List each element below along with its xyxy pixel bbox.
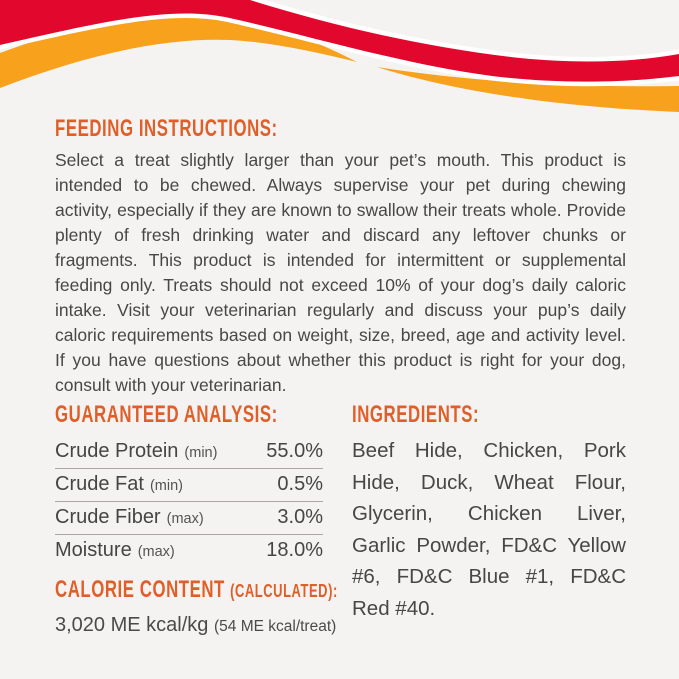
- nutrient-label: Crude Fat: [55, 473, 144, 495]
- calorie-value: 3,020 ME kcal/kg: [55, 614, 209, 636]
- nutrient-value: 3.0%: [277, 506, 323, 528]
- label-content: [55, 116, 626, 637]
- feeding-instructions-heading-text: FEEDING INSTRUCTIONS:: [55, 115, 278, 142]
- nutrient-qualifier: (max): [137, 544, 175, 560]
- ingredients-heading-text: INGREDIENTS:: [352, 401, 480, 428]
- calorie-content-heading: [55, 576, 338, 604]
- ingredients-body: Beef Hide, Chicken, Pork Hide, Duck, Wheat Flour, Glycerin, Chicken Liver, Garlic Powder, FD&C Yellow #6, FD&C Blue #1, FD&C Red #40.: [352, 439, 626, 620]
- nutrient-qualifier: (max): [166, 511, 204, 527]
- ingredients-column: [352, 402, 626, 637]
- calorie-content-title: CALORIE CONTENT: [55, 576, 225, 603]
- feeding-instructions-heading: [55, 116, 626, 142]
- nutrient-value: 18.0%: [266, 539, 323, 561]
- calorie-content-value-line: [55, 614, 337, 637]
- table-row: [55, 535, 323, 567]
- analysis-column: [55, 401, 338, 637]
- calorie-content-heading-text: [55, 577, 338, 604]
- nutrient-label: Crude Protein: [55, 440, 179, 462]
- nutrient-label: Crude Fiber: [55, 506, 161, 528]
- nutrient-label: Moisture: [55, 539, 132, 561]
- table-row: [55, 436, 323, 469]
- nutrient-qualifier: (min): [149, 478, 183, 494]
- feeding-instructions-body: Select a treat slightly larger than your pet’s mouth. This product is intended to be chewed. Always supervise your pet during chewing activity, especially if they are known to swallow their treats whole. Provide plenty of fresh drinking water and discard any leftover chunks or fragments. This product is intended for intermittent or supplemental feeding only. Treats should not exceed 10% of your dog’s daily caloric intake. Visit your veterinarian regularly and discuss your pup’s daily caloric requirements based on weight, size, breed, age and activity level. If you have questions about whether this product is right for your dog, consult with your veterinarian.: [55, 150, 626, 395]
- nutrient-value: 55.0%: [266, 440, 323, 462]
- calorie-per-treat-note: (54 ME kcal/treat): [213, 618, 337, 635]
- lower-columns: [55, 402, 626, 637]
- guaranteed-analysis-heading-text: GUARANTEED ANALYSIS:: [55, 401, 278, 428]
- nutrient-value: 0.5%: [277, 473, 323, 495]
- table-row: [55, 469, 323, 502]
- guaranteed-analysis-heading: [55, 402, 323, 428]
- table-row: [55, 502, 323, 535]
- calorie-content-qualifier: (CALCULATED):: [230, 580, 338, 601]
- ingredients-heading: [352, 402, 626, 428]
- nutrient-qualifier: (min): [184, 445, 218, 461]
- guaranteed-analysis-table: [55, 436, 323, 567]
